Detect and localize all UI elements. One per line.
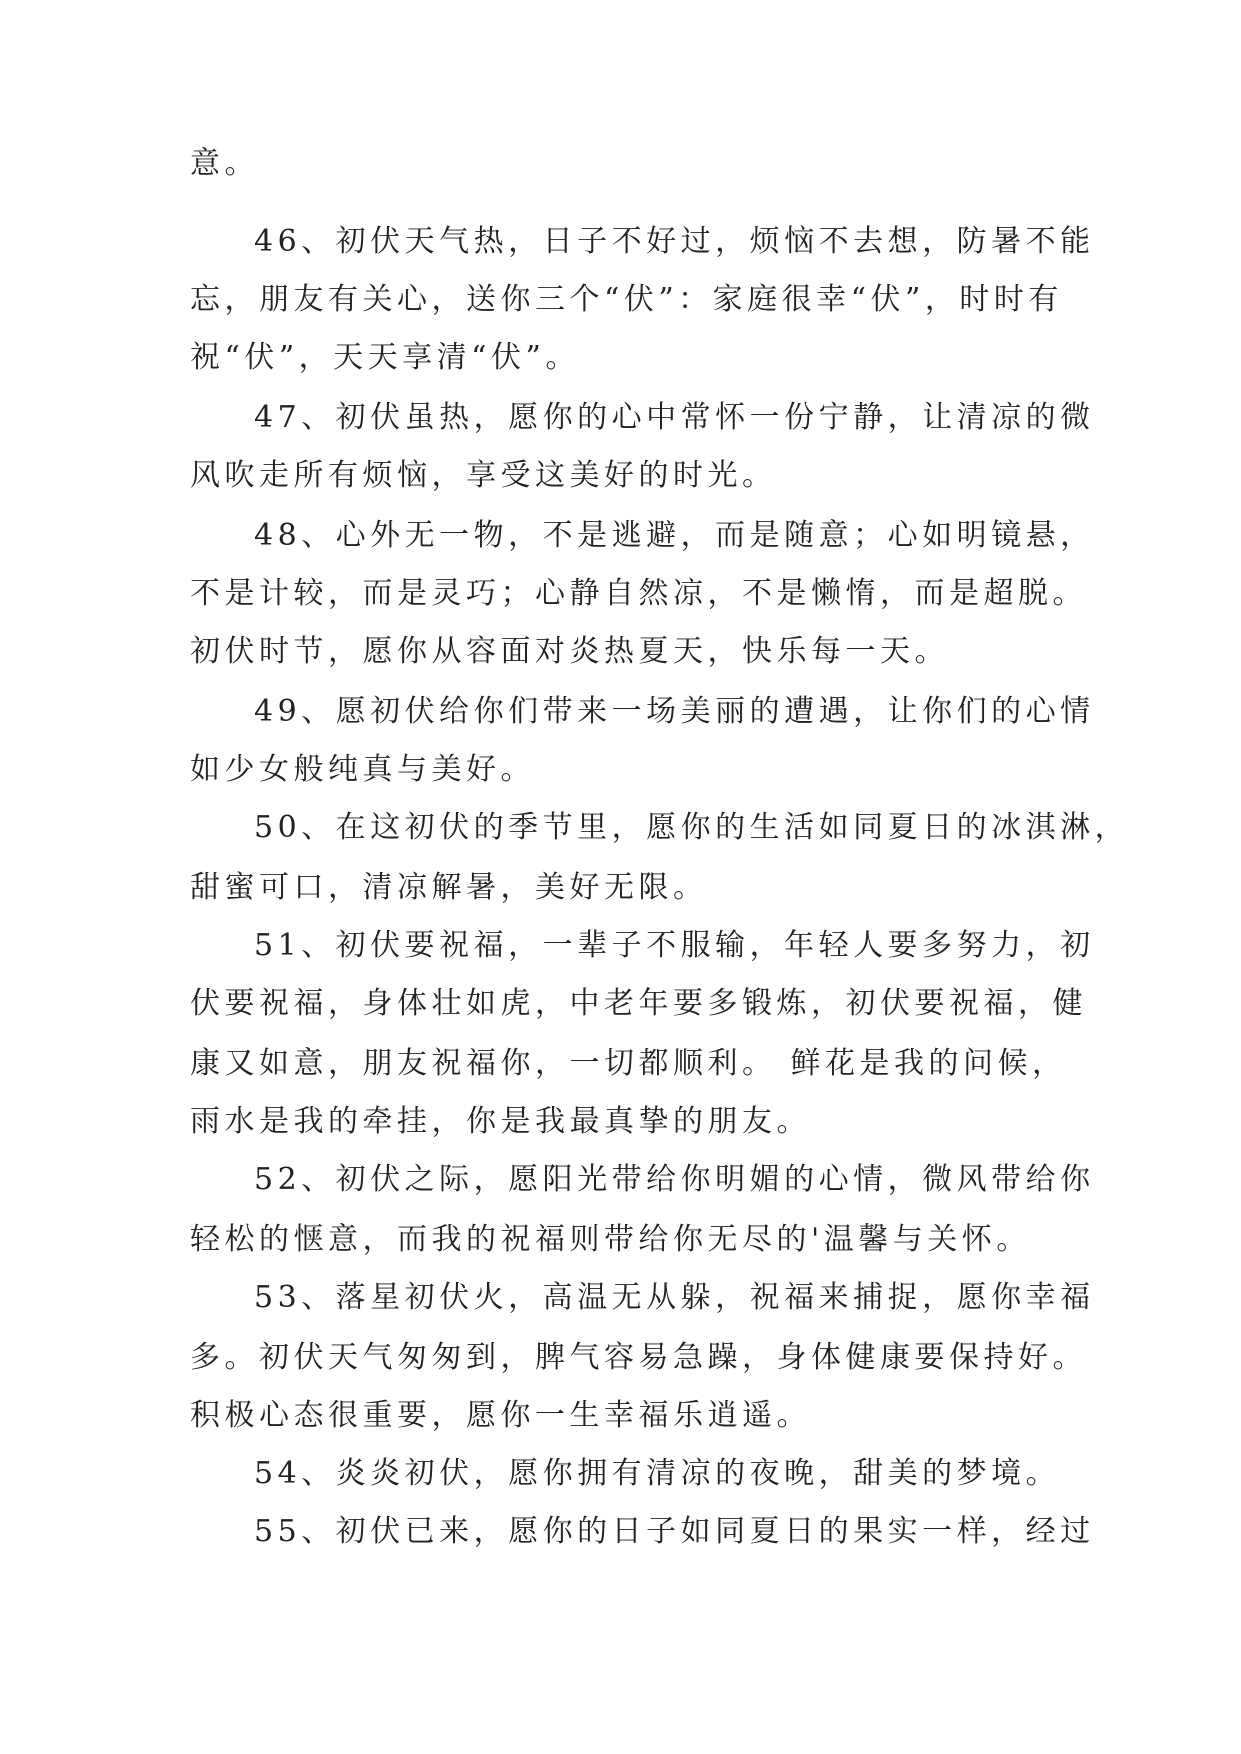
- text-line: 如少女般纯真与美好。: [190, 752, 535, 787]
- text-line: 康又如意，朋友祝福你，一切都顺利。 鲜花是我的问候，: [190, 1046, 1067, 1081]
- text-line: 多。初伏天气匆匆到，脾气容易急躁，身体健康要保持好。: [190, 1340, 1087, 1375]
- paragraph-55-line: 55、初伏已来，愿你的日子如同夏日的果实一样，经过: [254, 1514, 1095, 1549]
- paragraph-46-line: 46、初伏天气热，日子不好过，烦恼不去想，防暑不能: [254, 224, 1095, 259]
- text-line: 意。: [190, 146, 259, 181]
- text-line: 伏要祝福，身体壮如虎，中老年要多锻炼，初伏要祝福，健: [190, 986, 1087, 1021]
- paragraph-52-line: 52、初伏之际，愿阳光带给你明媚的心情，微风带给你: [254, 1162, 1095, 1197]
- paragraph-50-line: 50、在这初伏的季节里，愿你的生活如同夏日的冰淇淋，: [254, 810, 1130, 845]
- text-line: 轻松的惬意，而我的祝福则带给你无尽的'温馨与关怀。: [190, 1222, 1031, 1257]
- text-line: 甜蜜可口，清凉解暑，美好无限。: [190, 870, 708, 905]
- paragraph-49-line: 49、愿初伏给你们带来一场美丽的遭遇，让你们的心情: [254, 694, 1095, 729]
- text-line: 祝“伏”，天天享清“伏”。: [190, 340, 580, 375]
- paragraph-48-line: 48、心外无一物，不是逃避，而是随意；心如明镜悬，: [254, 518, 1095, 553]
- text-line: 不是计较，而是灵巧；心静自然凉，不是懒惰，而是超脱。: [190, 576, 1087, 611]
- text-line: 风吹走所有烦恼，享受这美好的时光。: [190, 458, 777, 493]
- text-line: 雨水是我的牵挂，你是我最真挚的朋友。: [190, 1104, 811, 1139]
- text-line: 初伏时节，愿你从容面对炎热夏天，快乐每一天。: [190, 634, 949, 669]
- paragraph-47-line: 47、初伏虽热，愿你的心中常怀一份宁静，让清凉的微: [254, 400, 1095, 435]
- paragraph-53-line: 53、落星初伏火，高温无从躲，祝福来捕捉，愿你幸福: [254, 1280, 1095, 1315]
- paragraph-51-line: 51、初伏要祝福，一辈子不服输，年轻人要多努力，初: [254, 928, 1095, 963]
- paragraph-54-line: 54、炎炎初伏，愿你拥有清凉的夜晚，甜美的梦境。: [254, 1456, 1061, 1491]
- text-line: 积极心态很重要，愿你一生幸福乐逍遥。: [190, 1398, 811, 1433]
- text-line: 忘，朋友有关心，送你三个“伏”：家庭很幸“伏”，时时有: [190, 282, 1063, 317]
